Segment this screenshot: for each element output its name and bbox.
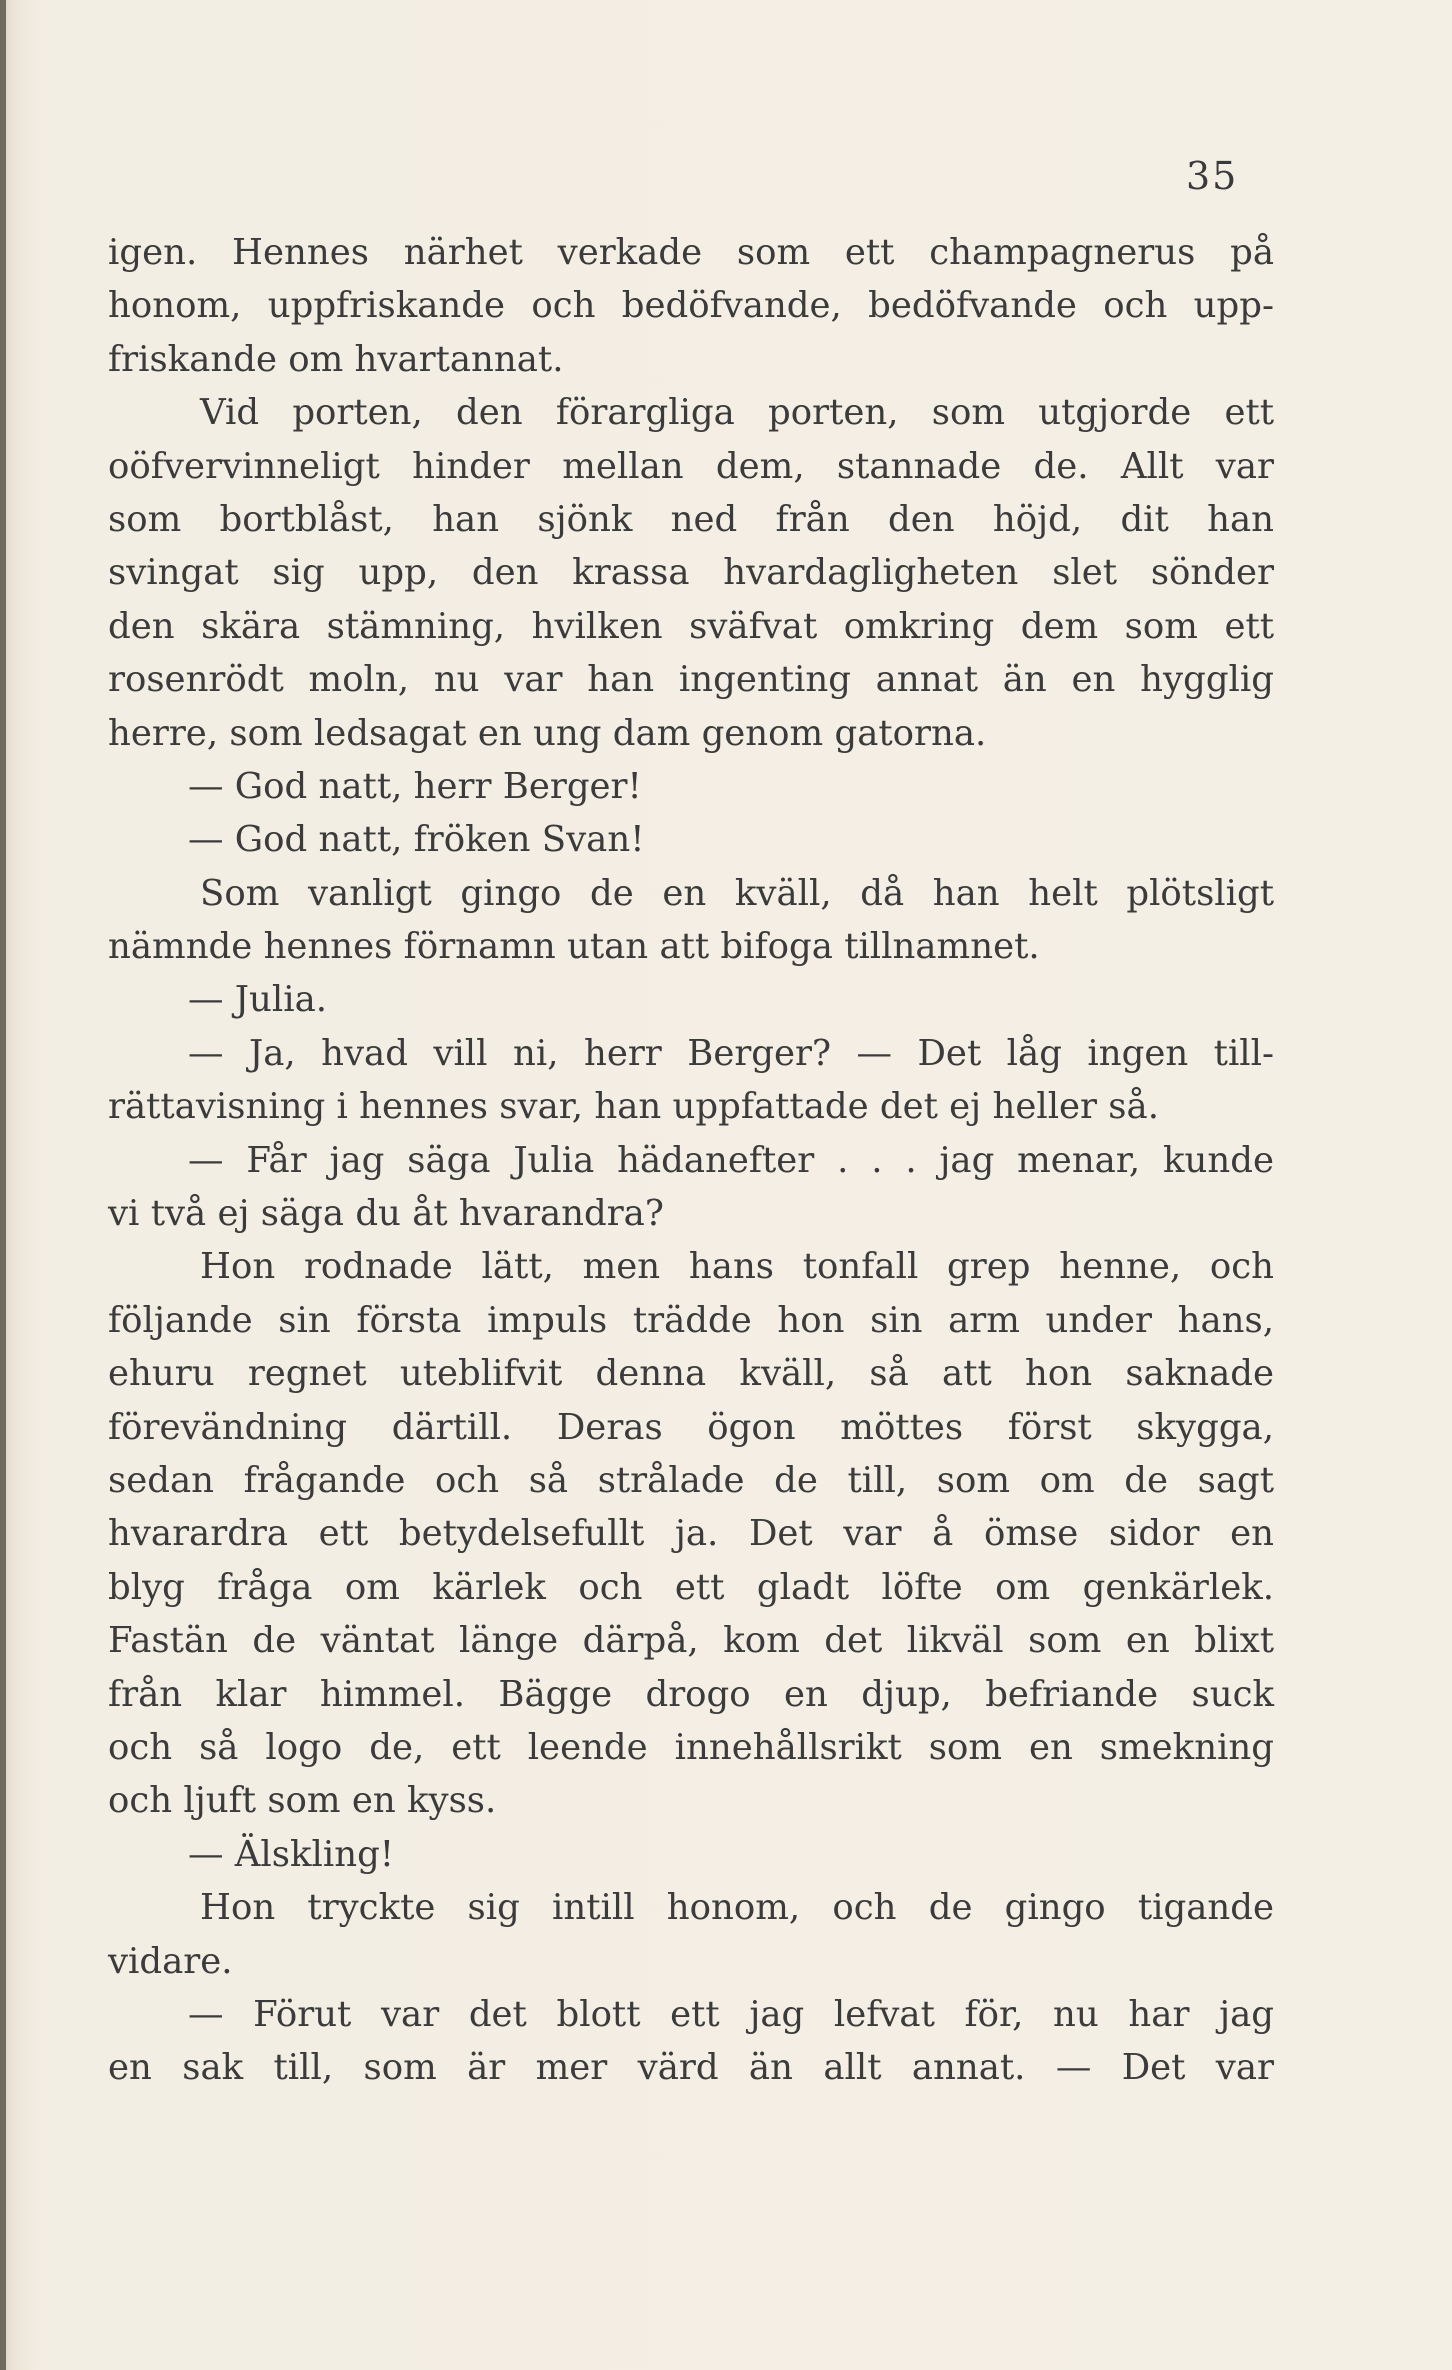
text-line: blyg fråga om kärlek och ett gladt löfte om genkärlek. bbox=[108, 1566, 1274, 1608]
text-line: rättavisning i hennes svar, han uppfattade det ej heller så. bbox=[108, 1086, 1159, 1128]
page-number: 35 bbox=[1186, 154, 1239, 198]
text-line: — Förut var det blott ett jag lefvat för, nu har jag bbox=[188, 1993, 1274, 2035]
text-line: som bortblåst, han sjönk ned från den höjd, dit han bbox=[108, 498, 1274, 540]
text-line: sedan frågande och så strålade de till, som om de sagt bbox=[108, 1459, 1274, 1501]
text-line: — Får jag säga Julia hädanefter . . . jag menar, kunde bbox=[188, 1139, 1274, 1181]
text-line: igen. Hennes närhet verkade som ett champagnerus på bbox=[108, 232, 1274, 273]
text-line: — Julia. bbox=[188, 979, 328, 1021]
text-line: och ljuft som en kyss. bbox=[108, 1780, 497, 1822]
text-line: svingat sig upp, den krassa hvardagligheten slet sönder bbox=[108, 552, 1274, 594]
text-line: — Älskling! bbox=[188, 1833, 395, 1875]
text-line: Vid porten, den förargliga porten, som utgjorde ett bbox=[200, 392, 1274, 434]
text-line: Hon tryckte sig intill honom, och de gingo tigande bbox=[200, 1887, 1274, 1929]
text-line: Hon rodnade lätt, men hans tonfall grep henne, och bbox=[200, 1246, 1274, 1288]
text-line: vi två ej säga du åt hvarandra? bbox=[108, 1193, 664, 1235]
text-line: rosenrödt moln, nu var han ingenting annat än en hygglig bbox=[108, 659, 1274, 701]
text-line: den skära stämning, hvilken sväfvat omkring dem som ett bbox=[108, 605, 1274, 647]
text-line: nämnde hennes förnamn utan att bifoga tillnamnet. bbox=[108, 926, 1040, 968]
text-line: Som vanligt gingo de en kväll, då han helt plötsligt bbox=[200, 872, 1274, 914]
text-line: oöfvervinneligt hinder mellan dem, stannade de. Allt var bbox=[108, 445, 1274, 487]
text-line: hvarardra ett betydelsefullt ja. Det var å ömse sidor en bbox=[108, 1513, 1274, 1555]
text-line: och så logo de, ett leende innehållsrikt som en smekning bbox=[108, 1726, 1274, 1768]
text-line: herre, som ledsagat en ung dam genom gatorna. bbox=[108, 712, 987, 754]
text-line: — Ja, hvad vill ni, herr Berger? — Det låg ingen till- bbox=[188, 1032, 1274, 1074]
text-line: från klar himmel. Bägge drogo en djup, befriande suck bbox=[108, 1673, 1274, 1715]
text-line: förevändning därtill. Deras ögon möttes först skygga, bbox=[108, 1406, 1274, 1448]
text-line: följande sin första impuls trädde hon sin arm under hans, bbox=[108, 1299, 1274, 1341]
binding-edge bbox=[0, 0, 6, 2370]
text-line: honom, uppfriskande och bedöfvande, bedöfvande och upp- bbox=[108, 285, 1274, 327]
text-line: — God natt, fröken Svan! bbox=[188, 819, 645, 861]
text-line: friskande om hvartannat. bbox=[108, 338, 564, 380]
text-line: en sak till, som är mer värd än allt annat. — Det var bbox=[108, 2047, 1274, 2089]
text-line: — God natt, herr Berger! bbox=[188, 765, 642, 807]
body-text bbox=[108, 226, 1274, 2095]
text-line: Fastän de väntat länge därpå, kom det likväl som en blixt bbox=[108, 1620, 1274, 1662]
text-line: ehuru regnet uteblifvit denna kväll, så att hon saknade bbox=[108, 1353, 1274, 1395]
text-line: vidare. bbox=[108, 1940, 233, 1982]
